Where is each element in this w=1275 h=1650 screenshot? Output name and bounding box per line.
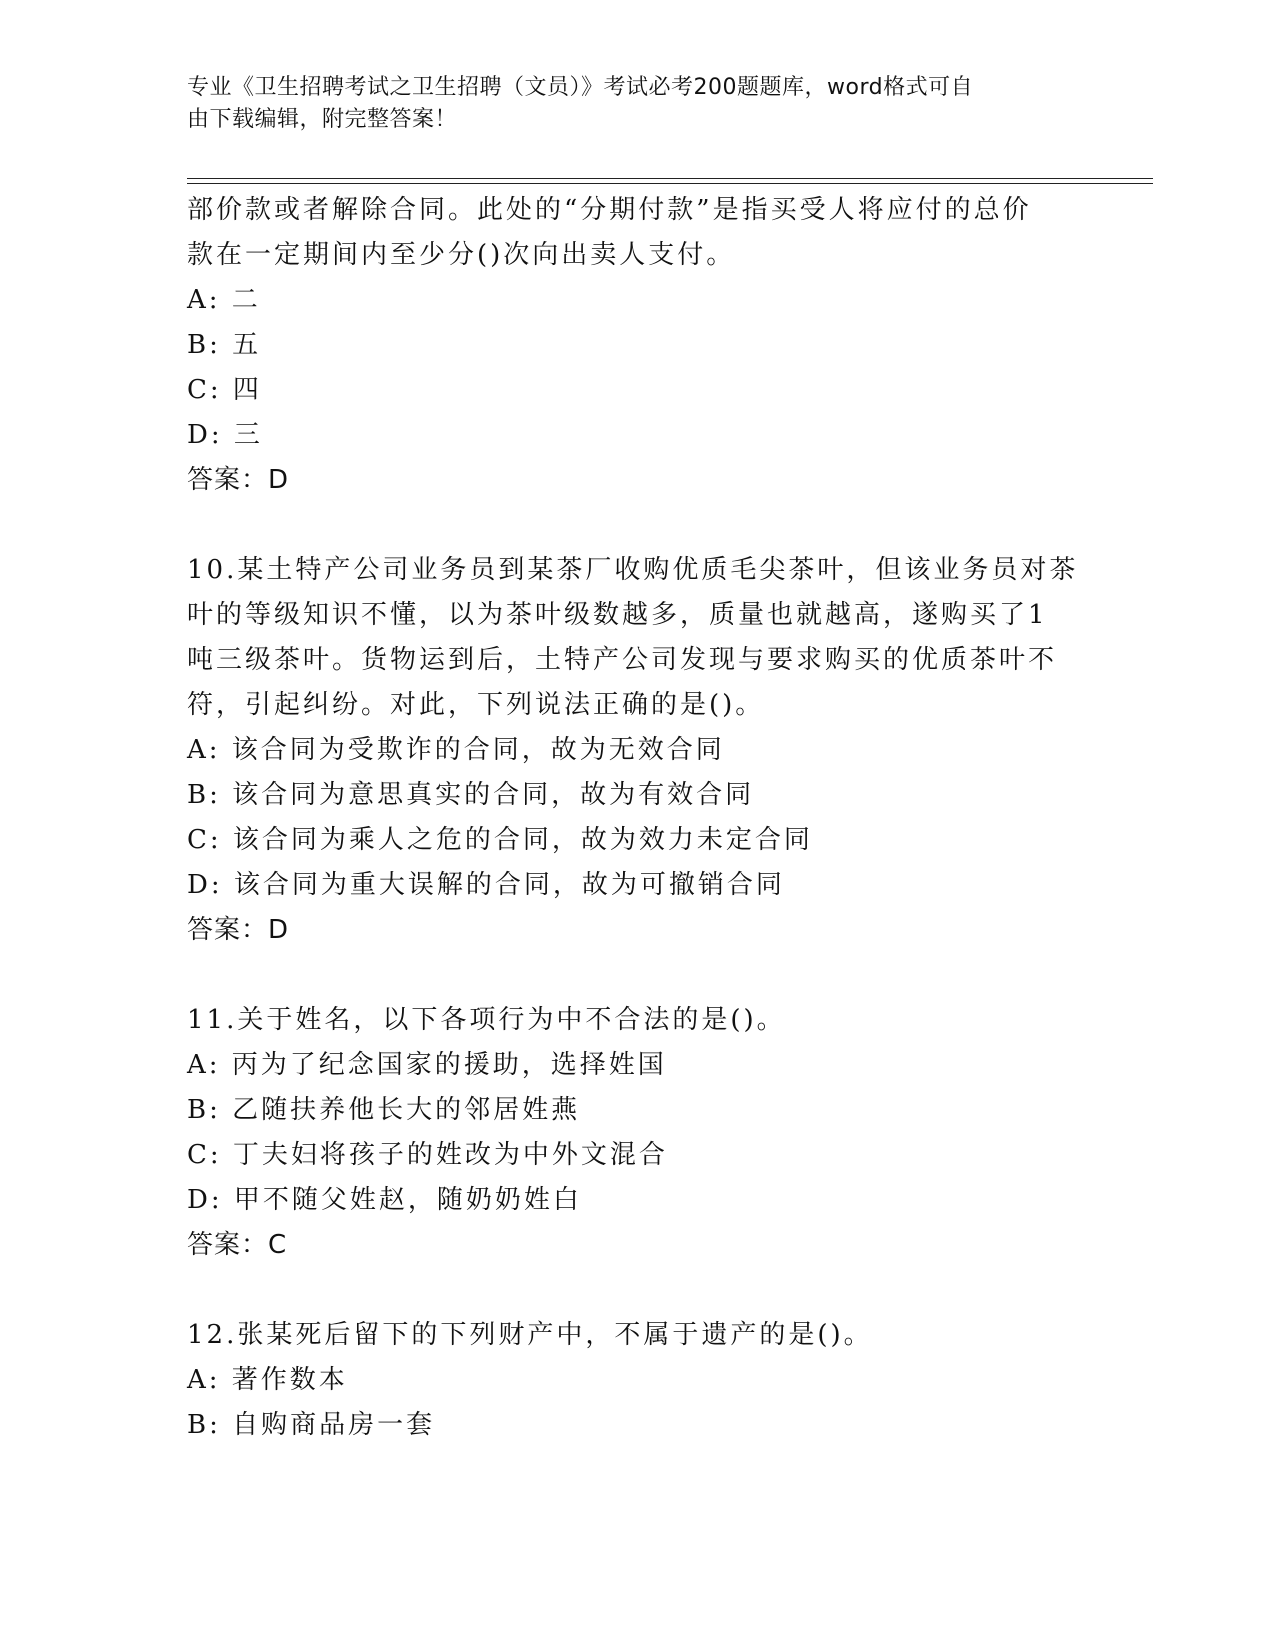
- question-text-line: 12.张某死后留下的下列财产中，不属于遗产的是()。: [187, 1320, 873, 1350]
- answer: 答案：D: [187, 465, 290, 495]
- option-b: B: 五: [187, 330, 262, 360]
- question-text-line: 10.某土特产公司业务员到某茶厂收购优质毛尖茶叶，但该业务员对茶: [187, 555, 1079, 585]
- question-10: [187, 548, 1087, 953]
- question-11: [187, 998, 1087, 1268]
- header-divider-bottom: [187, 183, 1153, 184]
- option-b: B: 该合同为意思真实的合同，故为有效合同: [187, 780, 755, 810]
- document-header: [187, 72, 1067, 136]
- answer: 答案：D: [187, 915, 290, 945]
- option-a: A: 二: [187, 285, 261, 315]
- option-d: D: 该合同为重大误解的合同，故为可撤销合同: [187, 870, 785, 900]
- spacer: [187, 1268, 1087, 1313]
- option-a: A: 丙为了纪念国家的援助，选择姓国: [187, 1050, 667, 1080]
- question-text-line: 叶的等级知识不懂，以为茶叶级数越多，质量也就越高，遂购买了1: [187, 600, 1048, 630]
- option-b: B: 乙随扶养他长大的邻居姓燕: [187, 1095, 581, 1125]
- question-text-line: 符，引起纠纷。对此，下列说法正确的是()。: [187, 690, 765, 720]
- spacer: [187, 953, 1087, 998]
- option-d: D: 三: [187, 420, 263, 450]
- option-c: C: 四: [187, 375, 262, 405]
- question-text-line: 款在一定期间内至少分()次向出卖人支付。: [187, 240, 736, 270]
- header-line-2: 由下载编辑，附完整答案！: [187, 107, 458, 132]
- option-c: C: 该合同为乘人之危的合同，故为效力未定合同: [187, 825, 813, 855]
- header-line-1: 专业《卫生招聘考试之卫生招聘（文员）》考试必考200题题库，word格式可自: [187, 75, 974, 100]
- option-a: A: 该合同为受欺诈的合同，故为无效合同: [187, 735, 725, 765]
- option-a: A: 著作数本: [187, 1365, 348, 1395]
- question-12: [187, 1313, 1087, 1448]
- option-c: C: 丁夫妇将孩子的姓改为中外文混合: [187, 1140, 668, 1170]
- question-text-line: 11.关于姓名，以下各项行为中不合法的是()。: [187, 1005, 786, 1035]
- question-text-line: 部价款或者解除合同。此处的“分期付款”是指买受人将应付的总价: [187, 195, 1032, 225]
- answer: 答案：C: [187, 1230, 288, 1260]
- question-9: [187, 188, 1087, 503]
- option-d: D: 甲不随父姓赵，随奶奶姓白: [187, 1185, 582, 1215]
- question-content: [187, 188, 1087, 1448]
- spacer: [187, 503, 1087, 548]
- option-b: B: 自购商品房一套: [187, 1410, 436, 1440]
- header-divider-top: [187, 178, 1153, 179]
- question-text-line: 吨三级茶叶。货物运到后，土特产公司发现与要求购买的优质茶叶不: [187, 645, 1058, 675]
